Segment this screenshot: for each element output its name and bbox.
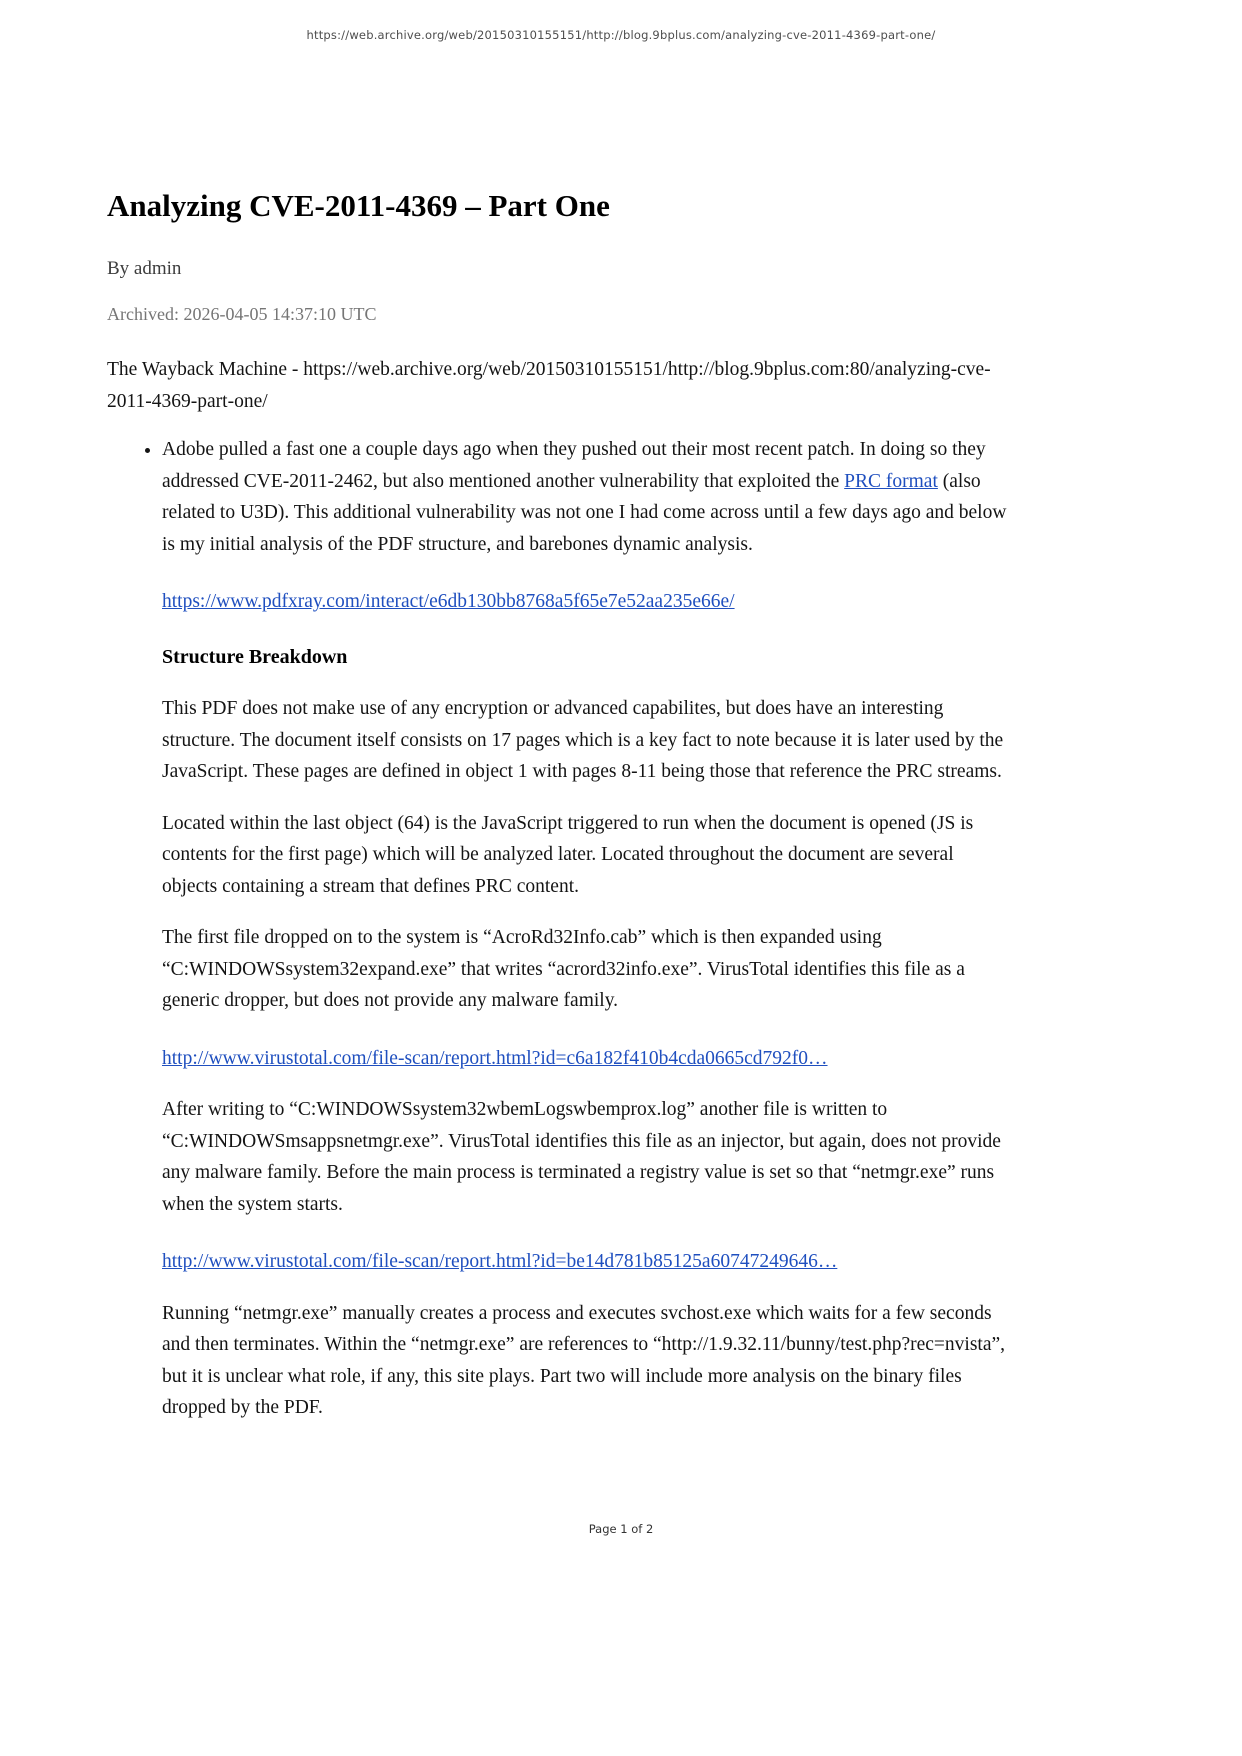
- virustotal-link-line-2: [162, 1246, 1008, 1278]
- paragraph-structure-2: Located within the last object (64) is the JavaScript triggered to run when the document is opened (JS is contents for the first page) which will be analyzed later. Located throughout the document are several objects containing a stream that defines PRC content.: [162, 812, 974, 897]
- virustotal-report-link-1[interactable]: http://www.virustotal.com/file-scan/report.html?id=c6a182f410b4cda0665cd792f0…: [162, 1047, 828, 1069]
- paragraph-dropper: The first file dropped on to the system is “AcroRd32Info.cab” which is then expanded using “C:WINDOWSsystem32expand.exe” that writes “acrord32info.exe”. VirusTotal identifies this file as a generic dropper, but does not provide any malware family.: [162, 927, 965, 1011]
- pdfxray-link-line: [162, 586, 1008, 618]
- intro-bullet-text-after: (also related to U3D). This additional vulnerability was not one I had come across until a few days ago and below is my initial analysis of the PDF structure, and barebones dynamic analysis.: [162, 470, 1007, 555]
- paragraph-netmgr: Running “netmgr.exe” manually creates a process and executes svchost.exe which waits for a few seconds and then terminates. Within the “netmgr.exe” are references to “http://1.9.32.11/bunny/test.php?rec=nvista”, but it is unclear what role, if any, this site plays. Part two will include more analysis on the binary files dropped by the PDF.: [162, 1302, 1006, 1418]
- pdfxray-link[interactable]: https://www.pdfxray.com/interact/e6db130bb8768a5f65e7e52aa235e66e/: [162, 591, 735, 612]
- byline: By admin: [107, 258, 182, 279]
- page-number: Page 1 of 2: [588, 1522, 654, 1536]
- virustotal-report-link-2[interactable]: http://www.virustotal.com/file-scan/report.html?id=be14d781b85125a60747249646…: [162, 1251, 838, 1272]
- intro-bullet-item: [162, 434, 1008, 560]
- print-header-url: https://web.archive.org/web/20150310155151/http://blog.9bplus.com/analyzing-cve-2011-4369-part-one/: [306, 28, 936, 42]
- prc-format-link[interactable]: PRC format: [844, 470, 938, 492]
- intro-bullet-text-before: Adobe pulled a fast one a couple days ago when they pushed out their most recent patch. In doing so they addressed CVE-2011-2462, but also mentioned another vulnerability that exploited the: [162, 439, 986, 492]
- paragraph-structure-1: This PDF does not make use of any encryption or advanced capabilites, but does have an interesting structure. The document itself consists on 17 pages which is a key fact to note because it is later used by the JavaScript. These pages are defined in object 1 with pages 8-11 being those that reference the PRC streams.: [162, 698, 1004, 782]
- virustotal-link-line-1: [162, 1043, 1008, 1075]
- intro-bullet-list: [107, 434, 1008, 560]
- document-content: [107, 188, 1008, 1424]
- paragraph-injector: After writing to “C:WINDOWSsystem32wbemLogswbemprox.log” another file is written to “C:WINDOWSmsappsnetmgr.exe”. VirusTotal identifies this file as an injector, but again, does not provide any malware family. Before the main process is terminated a registry value is set so that “netmgr.exe” runs when the system starts.: [162, 1099, 1001, 1215]
- archived-timestamp: Archived: 2026-04-05 14:37:10 UTC: [107, 304, 377, 324]
- wayback-machine-line: The Wayback Machine - https://web.archive.org/web/20150310155151/http://blog.9bplus.com:80/analyzing-cve-2011-4369-part-one/: [107, 359, 991, 412]
- page-title: Analyzing CVE-2011-4369 – Part One: [107, 188, 610, 223]
- article-body: [162, 586, 1008, 1424]
- section-heading-structure-breakdown: Structure Breakdown: [162, 645, 348, 668]
